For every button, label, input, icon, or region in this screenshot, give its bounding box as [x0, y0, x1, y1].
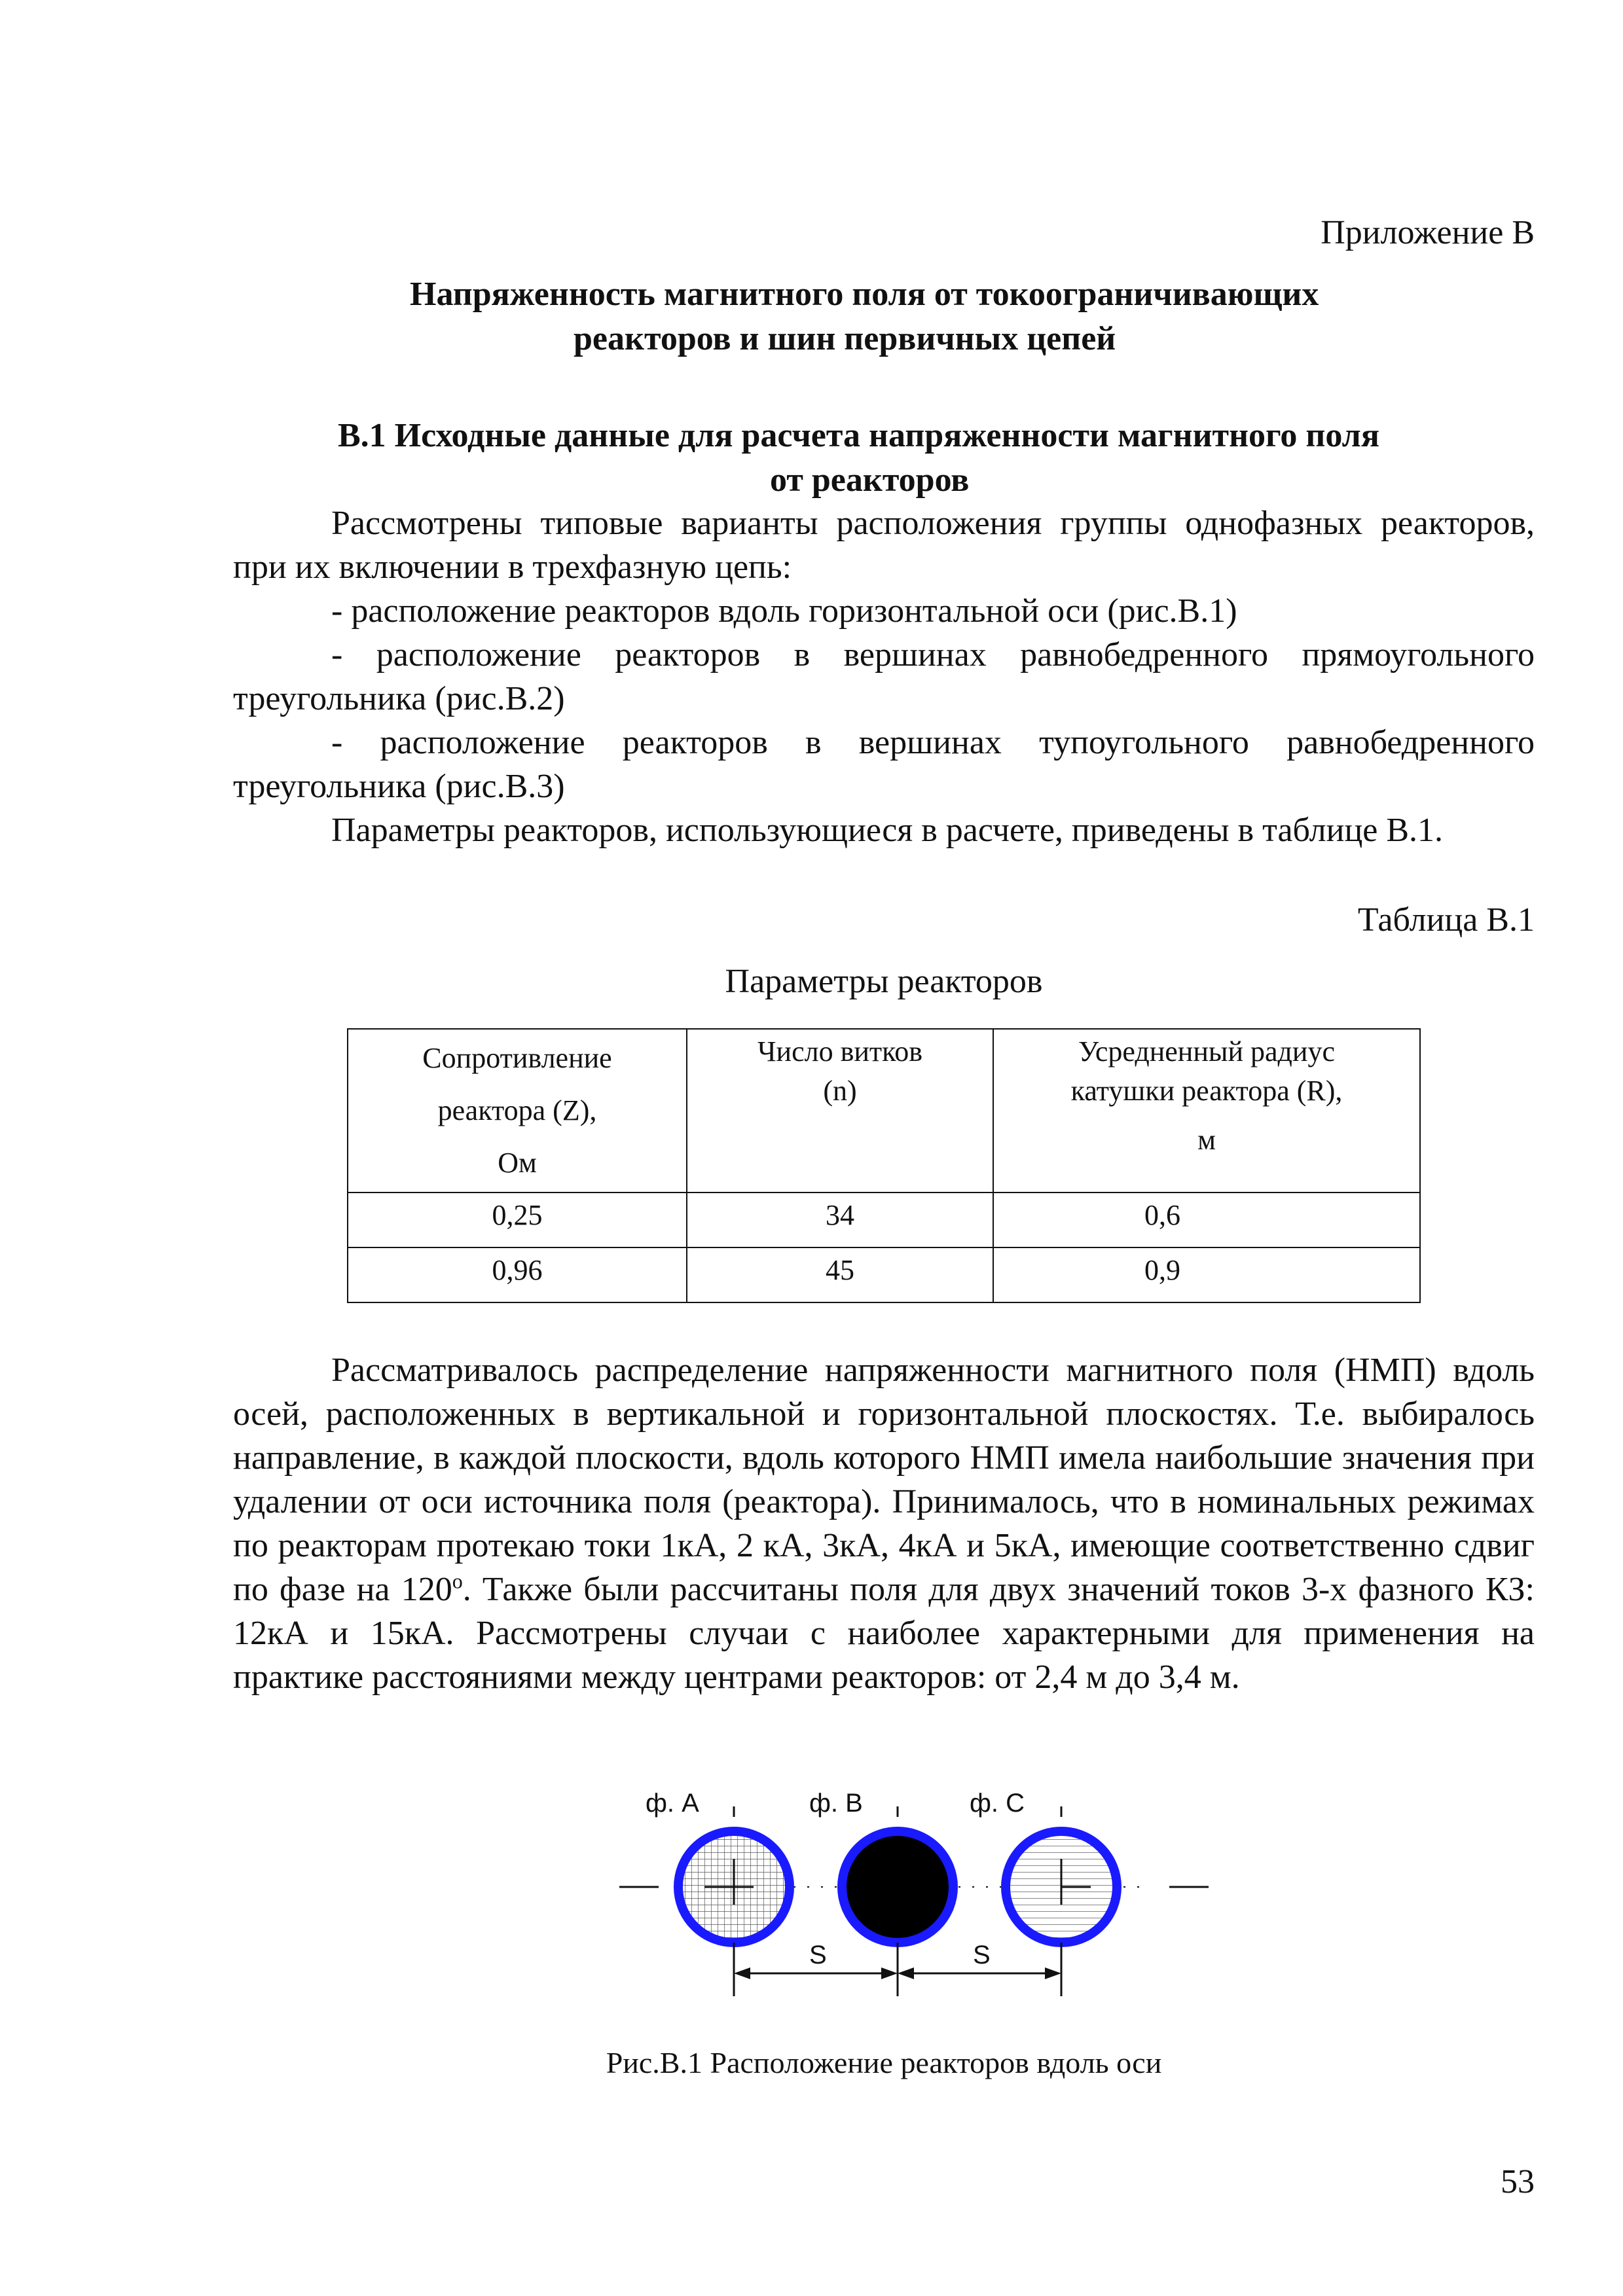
table-number: Таблица В.1 [1357, 901, 1535, 939]
table-cell: 0,96 [348, 1247, 687, 1302]
spacing-label-ab: S [809, 1941, 827, 1969]
reactor-phase-c [1006, 1831, 1117, 1943]
reactor-phase-a [678, 1831, 790, 1943]
list-item-horizontal: - расположение реакторов вдоль горизонтальной оси (рис.В.1) [331, 592, 1237, 630]
phase-c-label: ф. С [970, 1789, 1025, 1818]
table-row [348, 1193, 1420, 1247]
analysis-block [233, 1348, 1535, 1699]
intro-block [233, 501, 1535, 852]
table-cell: 34 [687, 1193, 993, 1247]
table-cell: 45 [687, 1247, 993, 1302]
appendix-label: Приложение В [1321, 214, 1535, 251]
reactor-layout-figure [619, 1780, 1470, 2016]
table-row [348, 1247, 1420, 1302]
table-cell: 0,6 [993, 1193, 1420, 1247]
title-line-2: реакторов и шин первичных цепей [574, 320, 1116, 357]
section-heading-line-1: В.1 Исходные данные для расчета напряженности магнитного поля [338, 417, 1379, 454]
analysis-paragraph: Рассматривалось распределение напряженности магнитного поля (НМП) вдоль осей, расположенных в вертикальной и горизонтальной плоскостях. Т.е. выбиралось направление, в каждой плоскости, вдоль которого НМП имела наибольшие значения при удалении от оси источника поля (реактора). Принималось, что в номинальных режимах по реакторам протекаю токи 1кА, 2 кА, 3кА, 4кА и 5кА, имеющие соответственно сдвиг по фазе на $120^о$. Также были рассчитаны поля для двух значений токов 3-х фазного КЗ: 12кА и 15кА. Рассмотрены случаи с наиболее характерными для применения на практике расстояниями между центрами реакторов: от 2,4 м до 3,4 м. [233, 1352, 1535, 1696]
table-title: Параметры реакторов [725, 963, 1043, 1000]
list-item-right-triangle: - расположение реакторов в вершинах равнобедренного прямоугольного треугольника (рис.В.2) [233, 636, 1535, 717]
phase-a-label: ф. А [646, 1789, 699, 1818]
header-turns: Число витков (n) [687, 1029, 993, 1193]
list-item-obtuse-triangle: - расположение реакторов в вершинах тупоугольного равнобедренного треугольника (рис.В.3) [233, 724, 1535, 805]
title-line-1: Напряженность магнитного поля от токоограничивающих [410, 276, 1319, 313]
figure-caption: Рис.В.1 Расположение реакторов вдоль оси [606, 2046, 1162, 2079]
header-resistance: Сопротивление реактора (Z), Ом [348, 1029, 687, 1193]
phase-b-label: ф. В [809, 1789, 863, 1818]
table-cell: 0,25 [348, 1193, 687, 1247]
reactor-phase-b [842, 1831, 953, 1943]
table-header-row [348, 1029, 1420, 1193]
header-radius: Усредненный радиус катушки реактора (R), м [993, 1029, 1420, 1193]
reactor-parameters-table [347, 1028, 1421, 1303]
page-number: 53 [1501, 2163, 1535, 2200]
intro-paragraph: Рассмотрены типовые варианты расположения группы однофазных реакторов, при их включении в трехфазную цепь: [233, 505, 1535, 586]
spacing-label-bc: S [973, 1941, 991, 1969]
table-cell: 0,9 [993, 1247, 1420, 1302]
table-reference-paragraph: Параметры реакторов, использующиеся в расчете, приведены в таблице В.1. [331, 812, 1444, 849]
section-heading-line-2: от реакторов [770, 461, 970, 499]
